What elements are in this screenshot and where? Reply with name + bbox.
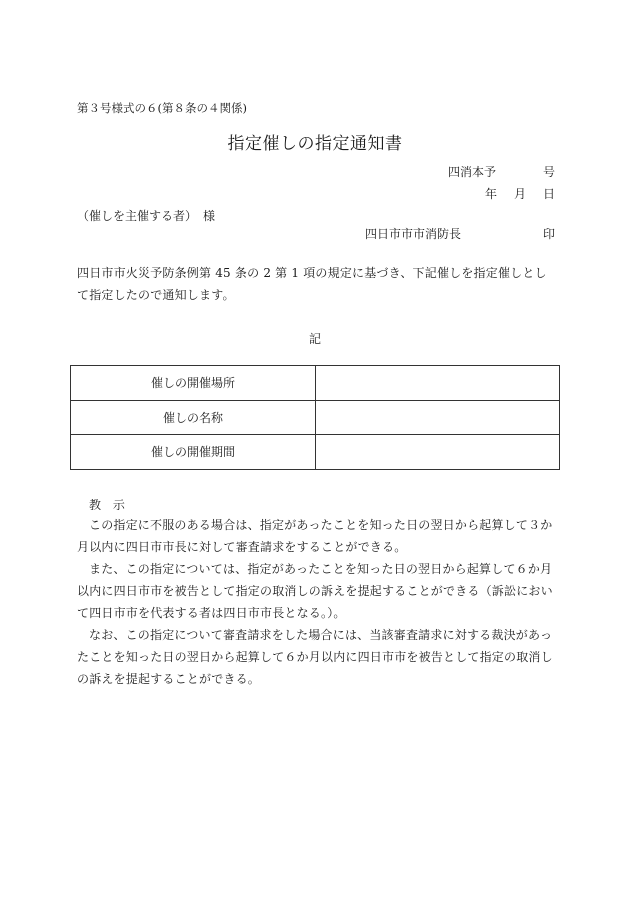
instruction-paragraph: なお、この指定について審査請求をした場合には、当該審査請求に対する裁決があったことを知った日の翌日から起算して６か月以内に四日市市を被告として指定の取消しの訴えを提起することができる。 (77, 628, 553, 686)
row-label-period: 催しの開催期間 (71, 435, 316, 470)
instruction-paragraph: この指定に不服のある場合は、指定があったことを知った日の翌日から起算して３か月以内に四日市市長に対して審査請求をすることができる。 (77, 518, 553, 554)
document-title: 指定催しの指定通知書 (227, 134, 403, 154)
event-details-table (70, 365, 560, 470)
row-value-period (316, 435, 560, 470)
date-year: 年 (485, 187, 498, 201)
date-day: 日 (543, 187, 556, 201)
row-value-venue (316, 366, 560, 401)
table-row (71, 400, 560, 435)
row-value-event-name (316, 400, 560, 435)
document-number: 四消本予 (448, 165, 497, 179)
table-row (71, 435, 560, 470)
table-row (71, 366, 560, 401)
body-text: 四日市市火災予防条例第 45 条の 2 第 1 項の規定に基づき、下記催しを指定催しとして指定したので通知します。 (77, 266, 547, 302)
row-label-event-name: 催しの名称 (71, 400, 316, 435)
form-label: 第３号様式の６(第８条の４関係) (77, 101, 247, 115)
instruction-paragraph: また、この指定については、指定があったことを知った日の翌日から起算して６か月以内に四日市市を被告として指定の取消しの訴えを提起することができる（訴訟において四日市市を代表する者は四日市市長となる。）。 (77, 562, 553, 620)
recipient: （催しを主催する者） 様 (77, 209, 216, 223)
row-label-venue: 催しの開催場所 (71, 366, 316, 401)
ki-heading: 記 (308, 332, 321, 346)
seal-mark: 印 (543, 227, 556, 241)
sender: 四日市市市消防長 (365, 227, 462, 241)
date-month: 月 (514, 187, 527, 201)
number-suffix: 号 (543, 165, 556, 179)
instruction-heading: 教 示 (89, 498, 129, 512)
